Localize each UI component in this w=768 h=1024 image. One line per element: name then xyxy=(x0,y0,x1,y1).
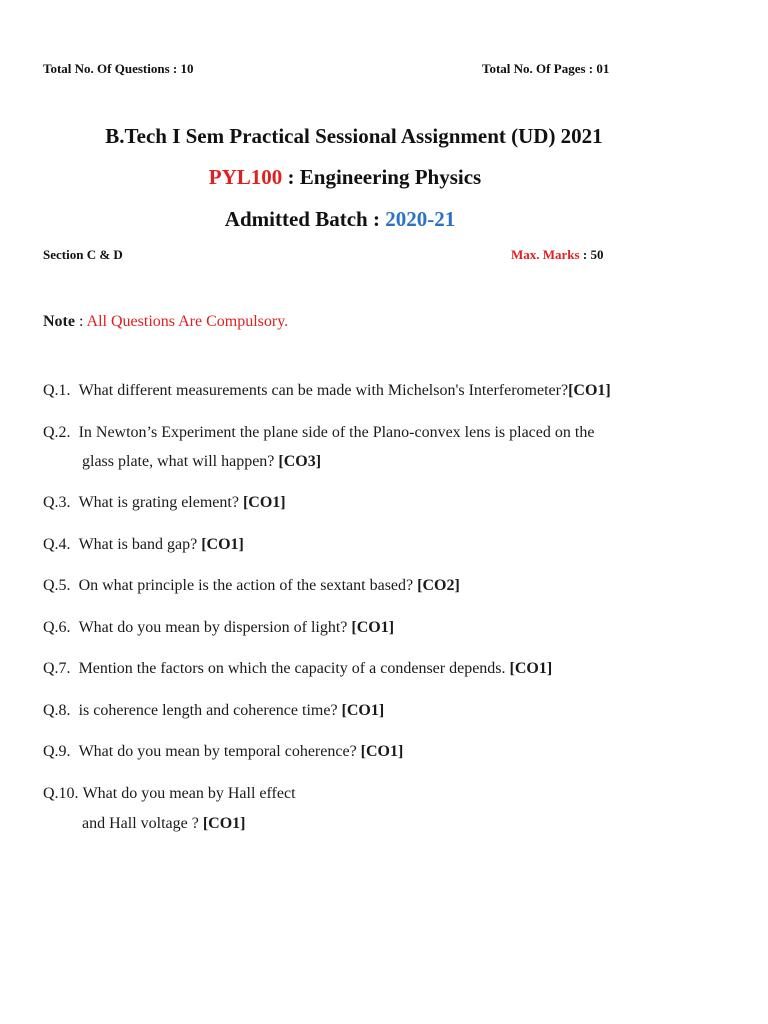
question-10-continuation xyxy=(82,815,246,833)
course-code: PYL100 xyxy=(208,165,283,189)
course-outcome-tag: [CO1] xyxy=(202,815,246,832)
question-9 xyxy=(43,743,403,761)
question-text: Mention the factors on which the capacity of a condenser depends. xyxy=(78,660,510,677)
question-number: Q.9. xyxy=(43,743,71,760)
question-text: What do you mean by Hall effect xyxy=(82,785,296,802)
question-number: Q.6. xyxy=(43,619,71,636)
section-label: Section C & D xyxy=(43,247,123,262)
max-marks-label: Max. Marks xyxy=(511,247,580,262)
question-number: Q.10. xyxy=(43,785,79,802)
note-label: Note xyxy=(43,313,75,330)
question-number: Q.4. xyxy=(43,536,71,553)
question-number: Q.7. xyxy=(43,660,71,677)
question-text: What do you mean by dispersion of light? xyxy=(78,619,352,636)
question-7 xyxy=(43,660,552,678)
question-4 xyxy=(43,536,244,554)
document-title: B.Tech I Sem Practical Sessional Assignment (UD) 2021 xyxy=(105,124,603,148)
question-2-continuation xyxy=(82,453,321,471)
question-number: Q.1. xyxy=(43,382,71,399)
question-3 xyxy=(43,494,286,512)
question-number: Q.5. xyxy=(43,577,71,594)
question-text: What is band gap? xyxy=(78,536,202,553)
course-outcome-tag: [CO1] xyxy=(201,536,244,553)
total-pages: Total No. Of Pages : 01 xyxy=(482,61,610,76)
note-line xyxy=(43,313,288,331)
note-text: All Questions Are Compulsory. xyxy=(86,313,289,330)
question-number: Q.3. xyxy=(43,494,71,511)
question-number: Q.2. xyxy=(43,424,71,441)
total-questions: Total No. Of Questions : 10 xyxy=(43,61,194,76)
course-outcome-tag: [CO1] xyxy=(242,494,286,511)
course-outcome-tag: [CO1] xyxy=(509,660,553,677)
course-outcome-tag: [CO2] xyxy=(417,577,460,594)
max-marks-value: : 50 xyxy=(579,247,604,262)
question-8 xyxy=(43,702,384,720)
course-separator: : xyxy=(282,165,300,189)
question-text: is coherence length and coherence time? xyxy=(78,702,342,719)
question-text: What do you mean by temporal coherence? xyxy=(78,743,361,760)
question-text-continued: and Hall voltage ? xyxy=(82,815,203,832)
course-outcome-tag: [CO3] xyxy=(278,453,322,470)
question-2 xyxy=(43,424,594,442)
question-6 xyxy=(43,619,394,637)
question-text: In Newton’s Experiment the plane side of the Plano-convex lens is placed on the xyxy=(78,424,595,441)
question-number: Q.8. xyxy=(43,702,71,719)
batch-value: 2020-21 xyxy=(385,207,456,231)
course-outcome-tag: [CO1] xyxy=(568,382,611,399)
question-text: What is grating element? xyxy=(78,494,243,511)
question-10 xyxy=(43,785,296,803)
course-name: Engineering Physics xyxy=(299,165,482,189)
course-line xyxy=(0,165,690,190)
question-text-continued: glass plate, what will happen? xyxy=(82,453,279,470)
course-outcome-tag: [CO1] xyxy=(341,702,385,719)
note-separator: : xyxy=(74,313,87,330)
batch-line xyxy=(0,207,680,232)
course-outcome-tag: [CO1] xyxy=(351,619,395,636)
question-text: What different measurements can be made with Michelson's Interferometer? xyxy=(78,382,569,399)
batch-label: Admitted Batch : xyxy=(224,207,386,231)
question-1 xyxy=(43,382,611,400)
question-5 xyxy=(43,577,460,595)
max-marks xyxy=(511,247,603,263)
question-text: On what principle is the action of the sextant based? xyxy=(78,577,418,594)
course-outcome-tag: [CO1] xyxy=(360,743,404,760)
